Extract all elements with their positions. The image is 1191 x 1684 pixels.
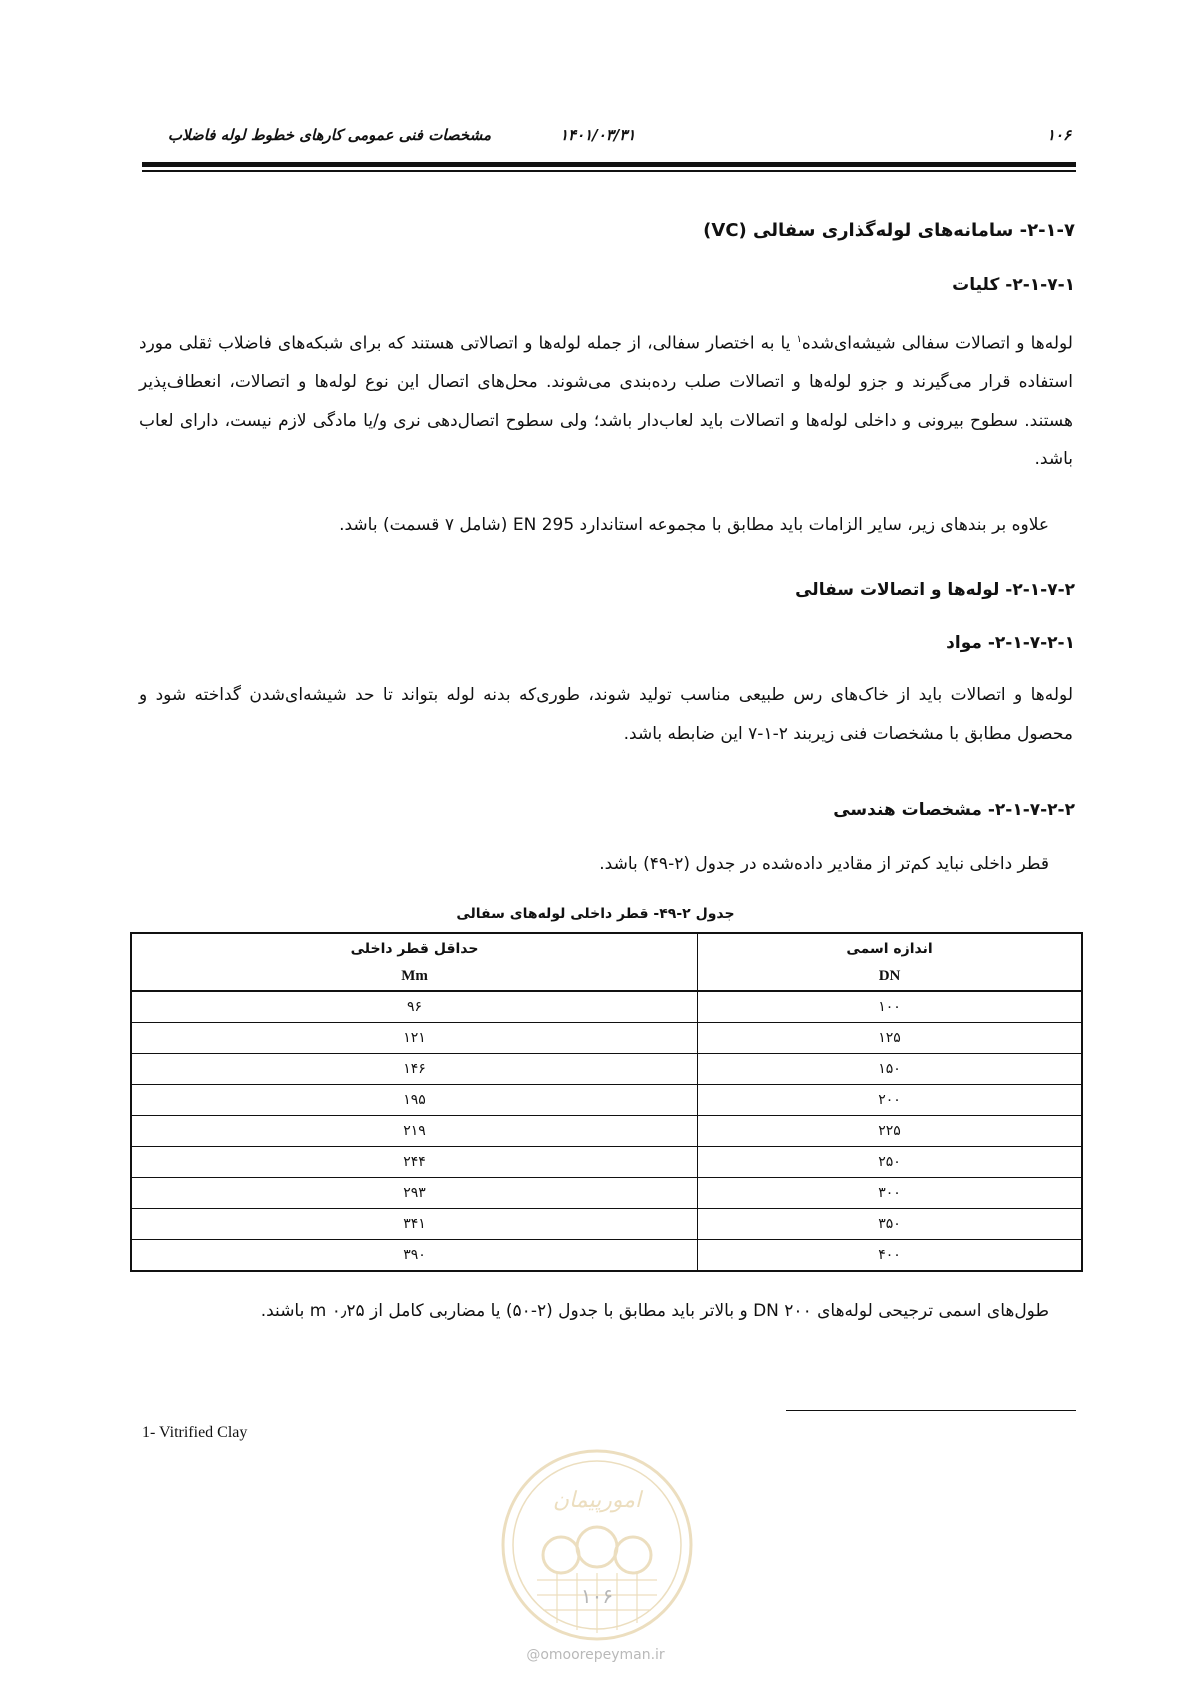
cell-min-diameter: ۲۹۳ [131,1178,698,1209]
cell-nominal-size: ۲۰۰ [698,1085,1082,1116]
header-rule-thin [142,170,1076,172]
table-row [131,1178,1082,1209]
inner-diameter-table [130,932,1083,1272]
cell-min-diameter: ۱۴۶ [131,1054,698,1085]
watermark-logo-icon [497,1445,697,1645]
cell-min-diameter: ۲۱۹ [131,1116,698,1147]
watermark-site-url[interactable]: @omoorepeyman.ir [526,1647,665,1663]
cell-nominal-size: ۲۲۵ [698,1116,1082,1147]
column-header-min-inner-diameter: حداقل قطر داخلی [350,940,479,957]
section-heading-vc-systems: ۲-۱-۷- سامانه‌های لوله‌گذاری سفالی (VC) [703,220,1075,241]
cell-nominal-size: ۱۲۵ [698,1023,1082,1054]
cell-min-diameter: ۹۶ [131,991,698,1023]
paragraph-materials: لوله‌ها و اتصالات باید از خاک‌های رس طبیعی مناسب تولید شوند، طوری‌که بدنه لوله بتواند تا حد شیشه‌ای‌شدن گداخته شود و محصول مطابق با مشخصات فنی زیربند ۲-۱-۷ این ضابطه باشد. [139,685,1073,744]
footnote-vitrified-clay: 1- Vitrified Clay [142,1424,248,1441]
header-document-title: مشخصات فنی عمومی کارهای خطوط لوله فاضلاب [167,126,491,144]
cell-min-diameter: ۳۴۱ [131,1209,698,1240]
table-caption: جدول ۲-۴۹- قطر داخلی لوله‌های سفالی [456,906,735,922]
paragraph-nominal-lengths: طول‌های اسمی ترجیحی لوله‌های DN ۲۰۰ و بالاتر باید مطابق با جدول (۲-۵۰) یا مضاربی کامل از ۰٫۲۵ m باشند. [260,1301,1049,1321]
cell-nominal-size: ۳۰۰ [698,1178,1082,1209]
header-date: ۱۴۰۱/۰۳/۳۱ [560,126,636,144]
table-row [131,1116,1082,1147]
footnote-separator [786,1410,1076,1411]
section-heading-materials: ۲-۱-۷-۲-۱- مواد [946,633,1075,653]
table-row [131,1147,1082,1178]
paragraph-general-description [139,321,1073,479]
header-rule-thick [142,162,1076,167]
table-row [131,1240,1082,1272]
cell-nominal-size: ۲۵۰ [698,1147,1082,1178]
cell-min-diameter: ۳۹۰ [131,1240,698,1272]
cell-nominal-size: ۱۰۰ [698,991,1082,1023]
column-unit-mm: Mm [131,963,698,991]
paragraph-inner-diameter: قطر داخلی نباید کم‌تر از مقادیر داده‌شده در جدول (۲-۴۹) باشد. [599,854,1049,874]
cell-nominal-size: ۴۰۰ [698,1240,1082,1272]
watermark-logo-text: امورپیمان [552,1488,642,1513]
paragraph-text-part: لوله‌ها و اتصالات سفالی شیشه‌ای‌شده [801,333,1073,354]
paragraph-text-part: یا به اختصار سفالی، از جمله لوله‌ها و اتصالاتی هستند که برای شبکه‌های فاضلاب ثقلی مورد استفاده قرار می‌گیرند و جزو لوله‌ها و اتصالات صلب رده‌بندی می‌شوند. محل‌های اتصال این نوع لوله‌ها و اتصالات، انعطاف‌پذیر هستند. سطوح بیرونی و داخلی لوله‌ها و اتصالات باید لعاب‌دار باشد؛ ولی سطوح اتصال‌دهی نری و/یا مادگی لازم نیست، دارای لعاب باشد. [139,333,1073,470]
cell-nominal-size: ۳۵۰ [698,1209,1082,1240]
table-row [131,1054,1082,1085]
cell-min-diameter: ۱۹۵ [131,1085,698,1116]
table-row [131,1209,1082,1240]
footnote-reference[interactable]: ۱ [796,334,802,345]
header-page-number: ۱۰۶ [1046,126,1071,144]
paragraph-en295-standard: علاوه بر بندهای زیر، سایر الزامات باید مطابق با مجموعه استاندارد EN 295 (شامل ۷ قسمت) باشد. [339,515,1049,535]
cell-min-diameter: ۱۲۱ [131,1023,698,1054]
cell-nominal-size: ۱۵۰ [698,1054,1082,1085]
section-heading-geometric-specs: ۲-۱-۷-۲-۲- مشخصات هندسی [833,800,1075,820]
section-heading-clay-pipes-fittings: ۲-۱-۷-۲- لوله‌ها و اتصالات سفالی [795,580,1075,600]
column-header-nominal-size: اندازه اسمی [698,933,1082,963]
table-row [131,1085,1082,1116]
watermark-page-number: ۱۰۶ [580,1584,614,1608]
section-heading-general: ۲-۱-۷-۱- کلیات [952,275,1075,295]
table-row [131,1023,1082,1054]
column-unit-dn: DN [698,963,1082,991]
cell-min-diameter: ۲۴۴ [131,1147,698,1178]
table-row [131,991,1082,1023]
